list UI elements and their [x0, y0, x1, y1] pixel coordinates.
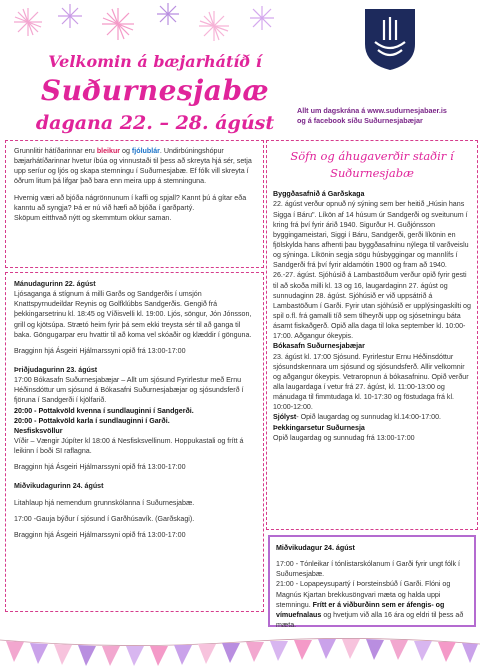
welcome-heading: Velkomin á bæjarhátíð í: [48, 52, 262, 71]
intro-paragraph-1: [14, 146, 255, 187]
schedule-box: [5, 272, 264, 612]
wednesday-bragginn: Bragginn hjá Ásgeiri Hjálmarssyni opið frá 13:00-17:00: [14, 530, 186, 539]
monday-bragginn: Bragginn hjá Ásgeiri Hjálmarssyni opið frá 13:00-17:00: [14, 346, 186, 355]
fireworks-decoration: [0, 0, 300, 60]
intro-text: Grunnlitir hátíðarinnar eru: [14, 147, 97, 155]
wednesday-right-title: Miðvikudagur 24. ágúst: [276, 544, 355, 552]
wednesday-text-2: 17:00 -Gauja býður í sjósund í Garðhúsavík. (Garðskagi).: [14, 514, 195, 523]
places-title-line-1: Söfn og áhugaverðir staðir í: [290, 149, 454, 163]
intro-text: og: [120, 147, 132, 155]
bunting-flags: [0, 636, 480, 668]
sjolyst-line: [273, 412, 471, 422]
sudurnesjabaer-logo: [362, 6, 418, 72]
color-pink-label: bleikur: [96, 147, 121, 155]
info-text: [297, 106, 477, 127]
party-text-end: og hvetjum við alla 16 ára og eldri til þess að mæta.: [276, 610, 464, 629]
bokasafn-title: Bókasafn Suðurnesjabæjar: [273, 342, 365, 351]
info-website: Allt um dagskrána á www.sudurnesjabaer.is: [297, 106, 447, 115]
monday-text: Ljósaganga á stígnum á milli Garðs og Sandgerðis í umsjón Knattspyrnudeildar Reynis og Golfklúbbs Sandgerðis. Gengið frá þekkingarsetrinu kl. 18:45 og Víðisvelli kl. 19:00. Ljós, söngur, Jón Jónsson, grill og kjötsúpa. Strætó heim fyrir þá sem ekki treysta sér til að ganga til baka. Göngugarpar eru hvattir til að koma vel skóaðir og klæddir í gönguna.: [14, 290, 252, 339]
thekkingarsetur-title: Þekkingarsetur Suðurnesja: [273, 423, 365, 432]
sjolyst-text: - Opið laugardag og sunnudag kl.14:00-17:00.: [296, 413, 442, 422]
places-box: [266, 140, 478, 530]
byggdasafn-text: 22. ágúst verður opnuð ný sýning sem ber heitið „Húsin hans Sigga í Báru". Líkön af 14 húsum úr Sandgerði og sveitunum í kring frá því fyrir árið 1940. Sigurður H. Guðjónsson byggingameistari, Siggi í Báru, Sandgerði, gerði líkönin en fjölskylda hans afhenti þau byggðasafninu nýlega til varðveislu og sýninga. Líkönin segja sögu húsbyggingar og mannlífs í Sandgerði frá því fyrir aldamótin 1900 og fram að 1940.: [273, 200, 469, 270]
sjolyst-title: Sjólyst: [273, 413, 297, 422]
town-heading: Suðurnesjabæ: [40, 74, 270, 107]
bokasafn-text: 23. ágúst kl. 17:00 Sjósund. Fyrirlestur Ernu Héðinsdóttur sjósundskennara um sjósund og sjósundsferð. Allir velkomnir og aðgangur ókeypis. Vetraropnun á bókasafninu. Opið verður alla laugardaga í vetur frá 27. ágúst, kl. 11:00-13:00 og mánudaga til fimmtudaga kl. 10-17:30 og föstudaga frá kl. 10:00-12:00.: [273, 352, 469, 412]
byggdasafn-title: Byggðasafnið á Garðskaga: [273, 190, 365, 199]
party-text: 21:00 - Lopapeysupartý í Þorsteinsbúð í Garði. Flóni og Magnús Kjartan brekkusöngvari mæta og halda uppi stemningu.: [276, 580, 451, 609]
wednesday-box: [268, 535, 476, 627]
places-title: [273, 148, 471, 181]
thekkingarsetur-text: Opið laugardag og sunnudag frá 13:00-17:00: [273, 433, 415, 442]
info-facebook: og á facebook síðu Suðurnesjabæjar: [297, 116, 423, 126]
wednesday-concert: 17:00 - Tónleikar í tónlistarskólanum í Garði fyrir ungt fólk í Suðurnesjabæ.: [276, 560, 460, 579]
tuesday-game: Víðir – Vængir Júpíter kl 18:00 á Nesfisksvellinum. Hoppukastali og frítt á leikinn í boði SI raflagna.: [14, 436, 244, 456]
wednesday-party: [276, 579, 468, 630]
tuesday-pool-men: 20:00 - Pottakvöld karla í sundlauginni í Garði.: [14, 416, 170, 425]
intro-box: [5, 140, 264, 268]
tuesday-title: Þriðjudagurinn 23. ágúst: [14, 365, 98, 374]
wednesday-text-1: Litahlaup hjá nemendum grunnskólanna í Suðurnesjabæ.: [14, 498, 195, 507]
wednesday-title: Miðvikudagurinn 24. ágúst: [14, 482, 104, 491]
tuesday-pool-women: 20:00 - Pottakvöld kvenna í sundlauginni í Sandgerði.: [14, 406, 194, 415]
tuesday-text: 17:00 Bókasafn Suðurnesjabæjar – Allt um sjósund Fyrirlestur með Ernu Héðinsdóttur um sjósund á Bókasafni Suðurnesjabæjar og sjósundsferð í fjöruna í Sandgerði í kjölfarið.: [14, 376, 244, 405]
monday-title: Mánudagurinn 22. ágúst: [14, 280, 96, 288]
intro-text: . Undirbúningshópur bæjarhátíðarinnar hvetur íbúa og vinnustaði til þess að skreyta hjá sér, setja upp seríur og ljós og skapa stemningu í Suðurnesjabæ. Ef fólk vill skreyta í öðrum litum þá lifgar það bara enn meira upp á stemninguna.: [14, 147, 252, 186]
byggdasafn-text-2: 26.-27. ágúst. Sjóhúsið á Lambastöðum verður opið fyrir gesti til að skoða milli kl. 13 og 16, laugardaginn 27. ágúst og sunnudaginn 28. ágúst. Sjóhúsið er við uppsátrið á Lambastöðum í Garði. Fyrir utan sjóhúsið er upplýsingaskilti og spil o.fl. frá gamalli tíð sem tilheyrði upp og sjósetningu báta ásamt fiskaðgerð. Opið alla daga til loka september kl. 10:00-17:00. Aðgangur ókeypis.: [273, 271, 471, 341]
color-purple-label: fjólublár: [131, 147, 160, 155]
tuesday-bragginn: Bragginn hjá Ásgeiri Hjálmarssyni opið frá 13:00-17:00: [14, 463, 186, 472]
dates-heading: dagana 22. – 28. ágúst: [35, 112, 275, 134]
places-title-line-2: Suðurnesjabæ: [330, 165, 414, 180]
intro-paragraph-3: Sköpum eitthvað nýtt og skemmtum okkur saman.: [14, 213, 172, 222]
intro-paragraph-2: Hvernig væri að bjóða nágrönnunum í kaffi og spjall? Kannt þú á gítar eða kanntu að syngja? Þá er nú við hæfi að bjóða í garðpartý.: [14, 193, 247, 212]
tuesday-nesfisk: Nesfisksvöllur: [14, 426, 63, 435]
party-free-text: Frítt er á viðburðinn sem er áfengis- og vímuefnalaus: [276, 600, 445, 619]
